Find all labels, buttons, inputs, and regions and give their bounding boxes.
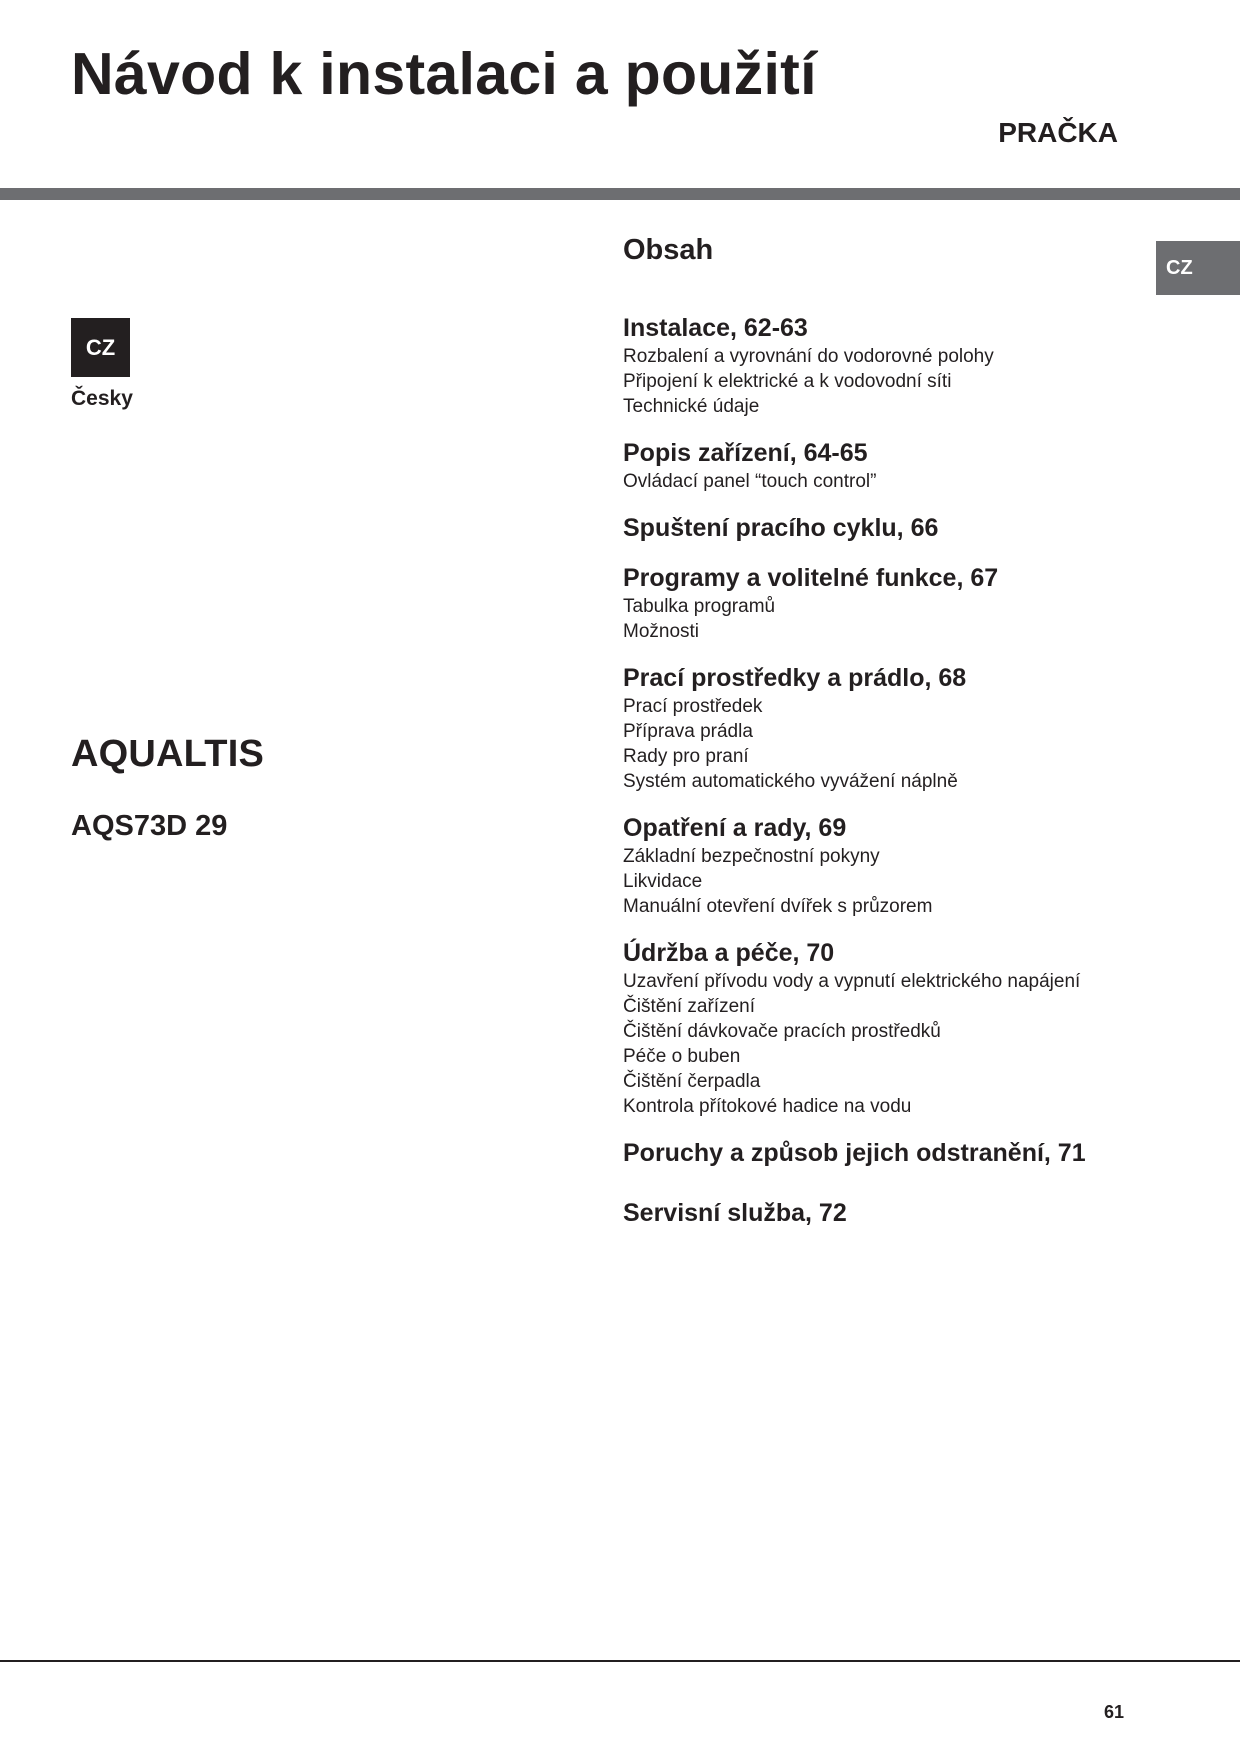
toc-item: Příprava prádla (623, 721, 753, 742)
language-name: Česky (71, 387, 133, 410)
toc-section (623, 1197, 1143, 1229)
toc-section (623, 662, 1143, 794)
toc-item: Technické údaje (623, 396, 760, 417)
toc-section-title: Spuštení pracího cyklu, 66 (623, 514, 939, 542)
toc-item: Prací prostředek (623, 696, 763, 717)
toc-item: Likvidace (623, 871, 703, 892)
toc-item: Základní bezpečnostní pokyny (623, 846, 880, 867)
toc-item: Čištění čerpadla (623, 1071, 761, 1092)
toc-section (623, 312, 1143, 419)
toc-section-title: Servisní služba, 72 (623, 1199, 847, 1227)
toc-section-title: Prací prostředky a prádlo, 68 (623, 664, 967, 692)
toc-section (623, 437, 1143, 494)
toc-item: Péče o buben (623, 1046, 741, 1067)
toc-section (623, 937, 1143, 1119)
toc-item: Čištění dávkovače pracích prostředků (623, 1021, 941, 1042)
toc-section (623, 1137, 1143, 1169)
toc-item: Kontrola přítokové hadice na vodu (623, 1096, 912, 1117)
toc-heading: Obsah (623, 234, 714, 266)
page-title: Návod k instalaci a použití (71, 41, 817, 107)
page-number: 61 (1104, 1702, 1125, 1722)
language-code-badge: CZ (71, 318, 130, 377)
toc-item: Rady pro praní (623, 746, 749, 767)
brand-name: AQUALTIS (71, 733, 264, 775)
toc-item: Čištění zařízení (623, 996, 755, 1017)
toc-section (623, 812, 1143, 919)
toc-item: Možnosti (623, 621, 700, 642)
toc-section-title: Údržba a péče, 70 (623, 939, 835, 967)
toc-section-title: Instalace, 62-63 (623, 314, 808, 342)
toc-section-title: Poruchy a způsob jejich odstranění, 71 (623, 1139, 1086, 1167)
toc-item: Manuální otevření dvířek s průzorem (623, 896, 933, 917)
footer-divider (0, 1660, 1240, 1662)
toc-item: Tabulka programů (623, 596, 776, 617)
model-number: AQS73D 29 (71, 810, 228, 842)
toc-section-title: Popis zařízení, 64-65 (623, 439, 868, 467)
toc-section (623, 512, 1143, 544)
toc-section-title: Opatření a rady, 69 (623, 814, 847, 842)
toc-item: Systém automatického vyvážení náplně (623, 771, 958, 792)
toc-item: Připojení k elektrické a k vodovodní síti (623, 371, 952, 392)
toc-item: Uzavření přívodu vody a vypnutí elektrického napájení (623, 971, 1081, 992)
toc-section-title: Programy a volitelné funkce, 67 (623, 564, 999, 592)
toc-item: Rozbalení a vyrovnání do vodorovné polohy (623, 346, 994, 367)
language-tab: CZ (1156, 241, 1240, 295)
header-divider-bar (0, 188, 1240, 200)
product-type-label: PRAČKA (998, 117, 1118, 148)
toc-section (623, 562, 1143, 644)
table-of-contents (623, 312, 1143, 1247)
toc-item: Ovládací panel “touch control” (623, 471, 877, 492)
